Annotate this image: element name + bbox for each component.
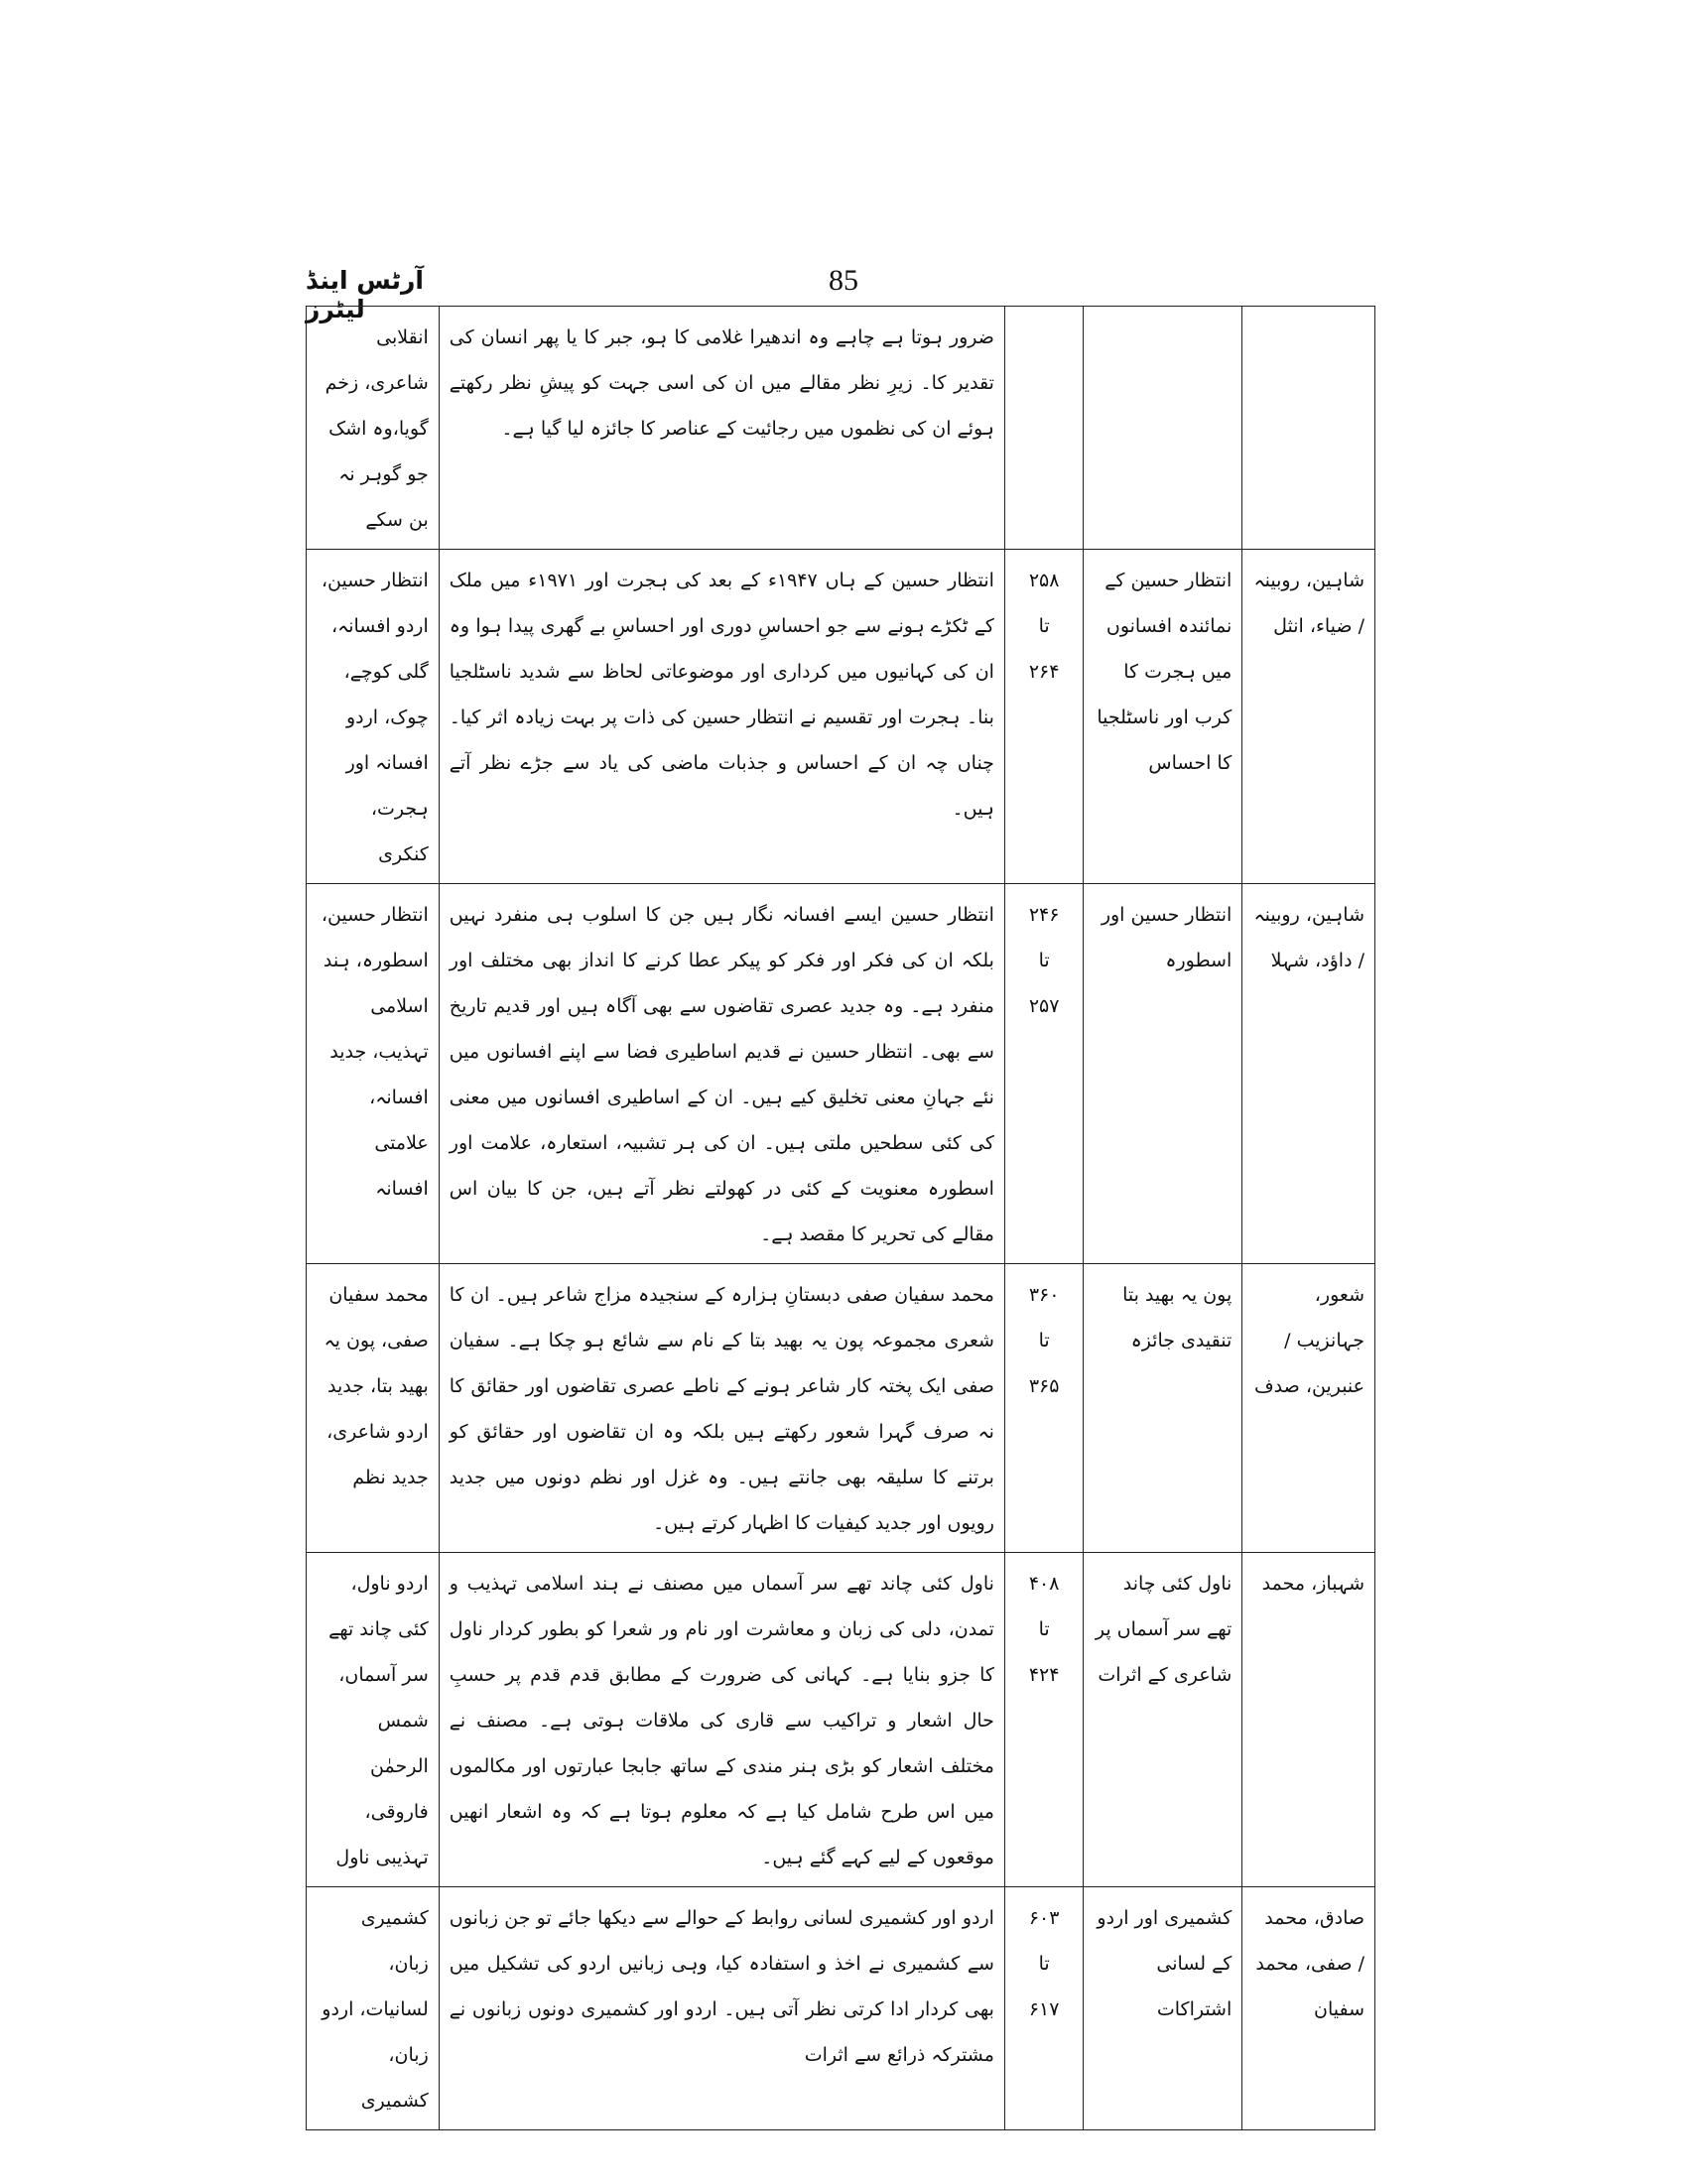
title-cell <box>1084 307 1242 550</box>
page-end: ۶۱۷ <box>1028 1998 1060 2020</box>
abstract-cell: اردو اور کشمیری لسانی روابط کے حوالے سے دیکھا جائے تو جن زبانوں سے کشمیری نے اخذ و استفادہ کیا، وہی زبانیں اردو کی تشکیل میں بھی کردار ادا کرتی نظر آتی ہیں۔ اردو اور کشمیری دونوں زبانوں نے مشترکہ ذرائع سے اثرات <box>439 1887 1004 2130</box>
page-start: ۴۰۸ <box>1028 1573 1060 1595</box>
page-separator: تا <box>1038 1953 1050 1975</box>
page-separator: تا <box>1038 1618 1050 1640</box>
keywords-cell: اردو ناول، کئی چاند تھے سر آسماں، شمس الرحمٰن فاروقی، تہذیبی ناول <box>307 1553 440 1887</box>
pages-cell <box>1004 307 1083 550</box>
title-cell: انتظار حسین کے نمائندہ افسانوں میں ہجرت کا کرب اور ناسٹلجیا کا احساس <box>1084 550 1242 884</box>
page-end: ۲۵۷ <box>1028 995 1060 1017</box>
abstract-cell: ضرور ہوتا ہے چاہے وہ اندھیرا غلامی کا ہو، جبر کا یا پھر انسان کی تقدیر کا۔ زیرِ نظر مقالے میں ان کی اسی جہت کو پیشِ نظر رکھتے ہوئے ان کی نظموں میں رجائیت کے عناصر کا جائزہ لیا گیا ہے۔ <box>439 307 1004 550</box>
abstract-cell: ناول کئی چاند تھے سر آسماں میں مصنف نے ہند اسلامی تہذیب و تمدن، دلی کی زبان و معاشرت اور نام ور شعرا کو بطور کردار ناول کا جزو بنایا ہے۔ کہانی کی ضرورت کے مطابق قدم قدم پر حسبِ حال اشعار و تراکیب سے قاری کی ملاقات ہوتی ہے۔ مصنف نے مختلف اشعار کو بڑی ہنر مندی کے ساتھ جابجا عبارتوں اور مکالموں میں اس طرح شامل کیا ہے کہ معلوم ہوتا ہے کہ وہ اشعار انھیں موقعوں کے لیے کہے گئے ہیں۔ <box>439 1553 1004 1887</box>
abstract-cell: انتظار حسین ایسے افسانہ نگار ہیں جن کا اسلوب ہی منفرد نہیں بلکہ ان کی فکر اور فکر کو پیکر عطا کرنے کا انداز بھی مختلف اور منفرد ہے۔ وہ جدید عصری تقاضوں سے بھی آگاہ ہیں اور قدیم تاریخ سے بھی۔ انتظار حسین نے قدیم اساطیری فضا سے اپنے افسانوں میں نئے جہانِ معنی تخلیق کیے ہیں۔ ان کے اساطیری افسانوں میں معنی کی کئی سطحیں ملتی ہیں۔ ان کی ہر تشبیہ، استعارہ، علامت اور اسطورہ معنویت کے کئی در کھولتے نظر آتے ہیں، جن کا بیان اس مقالے کی تحریر کا مقصد ہے۔ <box>439 884 1004 1264</box>
keywords-cell: انقلابی شاعری، زخم گویا،وہ اشک جو گوہر نہ بن سکے <box>307 307 440 550</box>
page-start: ۲۵۸ <box>1028 570 1060 591</box>
author-cell: شہباز، محمد <box>1242 1553 1375 1887</box>
pages-cell <box>1004 1553 1083 1887</box>
abstract-cell: محمد سفیان صفی دبستانِ ہزارہ کے سنجیدہ مزاج شاعر ہیں۔ ان کا شعری مجموعہ پون یہ بھید بتا کے نام سے شائع ہو چکا ہے۔ سفیان صفی ایک پختہ کار شاعر ہونے کے ناطے عصری تقاضوں اور حقائق کا نہ صرف گہرا شعور رکھتے ہیں بلکہ وہ ان تقاضوں اور حقائق کو برتنے کا سلیقہ بھی جانتے ہیں۔ وہ غزل اور نظم دونوں میں جدید رویوں اور جدید کیفیات کا اظہار کرتے ہیں۔ <box>439 1264 1004 1553</box>
keywords-cell: انتظار حسین، اردو افسانہ، گلی کوچے، چوک، اردو افسانہ اور ہجرت، کنکری <box>307 550 440 884</box>
pages-cell <box>1004 550 1083 884</box>
table-row <box>307 884 1375 1264</box>
page-start: ۶۰۳ <box>1028 1907 1060 1929</box>
title-cell: ناول کئی چاند تھے سر آسماں پر شاعری کے اثرات <box>1084 1553 1242 1887</box>
title-cell: کشمیری اور اردو کے لسانی اشتراکات <box>1084 1887 1242 2130</box>
page-number: 85 <box>829 264 858 297</box>
author-cell: شاہین، روبینہ / ضیاء، انثل <box>1242 550 1375 884</box>
author-cell: شعور، جہانزیب / عنبرین، صدف <box>1242 1264 1375 1553</box>
table-row <box>307 550 1375 884</box>
journal-title: آرٹس اینڈ لیٹرز <box>306 266 424 323</box>
table-row <box>307 1264 1375 1553</box>
abstract-cell: انتظار حسین کے ہاں ۱۹۴۷ء کے بعد کی ہجرت اور ۱۹۷۱ء میں ملک کے ٹکڑے ہونے سے جو احساسِ دوری اور احساسِ بے گھری پیدا ہوا وہ ان کی کہانیوں میں کرداری اور موضوعاتی لحاظ سے شدید ناسٹلجیا بنا۔ ہجرت اور تقسیم نے انتظار حسین کی ذات پر بہت زیادہ اثر کیا۔ چناں چہ ان کے احساس و جذبات ماضی کی یاد سے جڑے نظر آتے ہیں۔ <box>439 550 1004 884</box>
keywords-cell: انتظار حسین، اسطورہ، ہند اسلامی تہذیب، جدید افسانہ، علامتی افسانہ <box>307 884 440 1264</box>
page-separator: تا <box>1038 615 1050 637</box>
title-cell: پون یہ بھید بتا تنقیدی جائزہ <box>1084 1264 1242 1553</box>
article-index-table <box>306 306 1375 2130</box>
table-row <box>307 1887 1375 2130</box>
pages-cell <box>1004 884 1083 1264</box>
pages-cell <box>1004 1887 1083 2130</box>
page-end: ۳۶۵ <box>1028 1375 1060 1397</box>
page-start: ۲۴۶ <box>1028 904 1060 926</box>
keywords-cell: محمد سفیان صفی، پون یہ بھید بتا، جدید اردو شاعری، جدید نظم <box>307 1264 440 1553</box>
keywords-cell: کشمیری زبان، لسانیات، اردو زبان، کشمیری <box>307 1887 440 2130</box>
table-row <box>307 1553 1375 1887</box>
author-cell: شاہین، روبینہ / داؤد، شہلا <box>1242 884 1375 1264</box>
table-row <box>307 307 1375 550</box>
author-cell: صادق، محمد / صفی، محمد سفیان <box>1242 1887 1375 2130</box>
page-separator: تا <box>1038 950 1050 971</box>
page-start: ۳۶۰ <box>1028 1284 1060 1306</box>
pages-cell <box>1004 1264 1083 1553</box>
title-cell: انتظار حسین اور اسطورہ <box>1084 884 1242 1264</box>
page-end: ۲۶۴ <box>1028 661 1060 683</box>
page-end: ۴۲۴ <box>1028 1664 1060 1686</box>
author-cell <box>1242 307 1375 550</box>
page-separator: تا <box>1038 1330 1050 1351</box>
